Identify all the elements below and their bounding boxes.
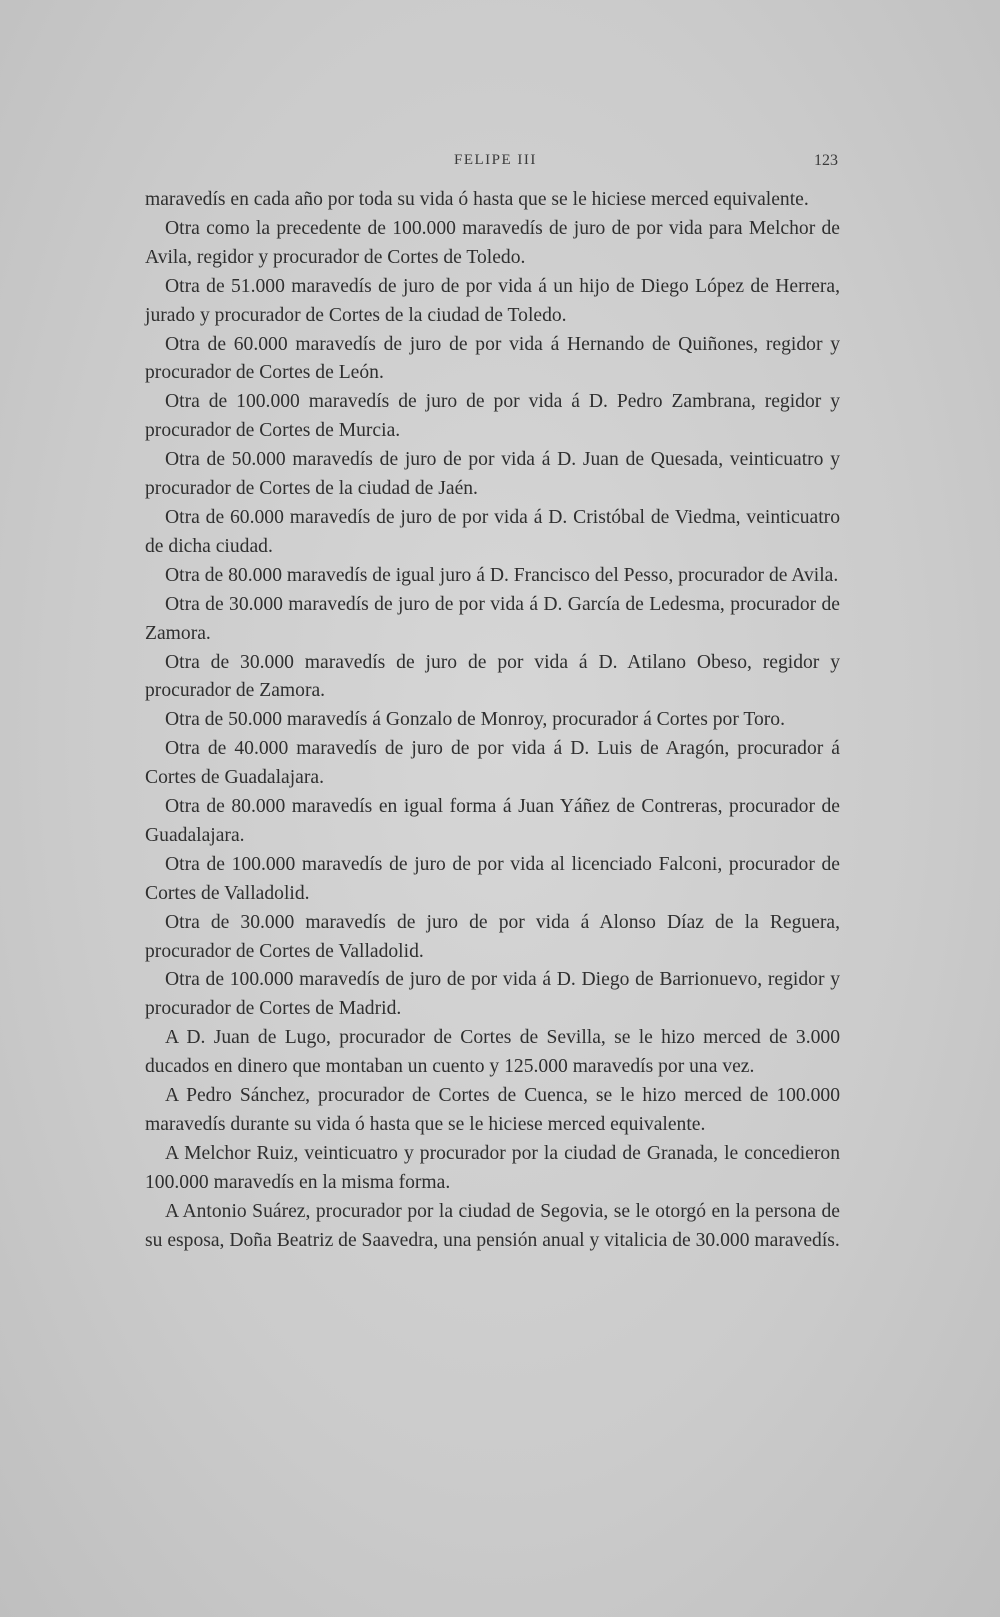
paragraph: A Antonio Suárez, procurador por la ciudad de Segovia, se le otorgó en la persona de su esposa, Doña Beatriz de Saavedra, una pensión anual y vitalicia de 30.000 maravedís. bbox=[145, 1200, 840, 1251]
paragraph: Otra de 50.000 maravedís de juro de por vida á D. Juan de Quesada, veinticuatro y procurador de Cortes de la ciudad de Jaén. bbox=[145, 449, 840, 500]
paragraph: Otra de 80.000 maravedís en igual forma á Juan Yáñez de Contreras, procurador de Guadalajara. bbox=[145, 796, 840, 846]
paragraph: Otra de 100.000 maravedís de juro de por vida á D. Pedro Zambrana, regidor y procurador de Cortes de Murcia. bbox=[145, 391, 840, 442]
paragraph: maravedís en cada año por toda su vida ó hasta que se le hiciese merced equivalente. bbox=[145, 189, 809, 210]
paragraph: A Melchor Ruiz, veinticuatro y procurador por la ciudad de Granada, le concedieron 100.000 maravedís en la misma forma. bbox=[145, 1142, 840, 1193]
paragraph: Otra de 60.000 maravedís de juro de por vida á Hernando de Quiñones, regidor y procurador de Cortes de León. bbox=[145, 333, 840, 384]
body-text bbox=[145, 186, 840, 1256]
page-header bbox=[148, 152, 838, 176]
paragraph: Otra de 40.000 maravedís de juro de por vida á D. Luis de Aragón, procurador á Cortes de Guadalajara. bbox=[145, 738, 840, 789]
paragraph: Otra de 80.000 maravedís de igual juro á D. Francisco del Pesso, procurador de Avila. bbox=[165, 564, 839, 586]
paragraph: Otra de 30.000 maravedís de juro de por vida á Alonso Díaz de la Reguera, procurador de Cortes de Valladolid. bbox=[145, 911, 840, 962]
paragraph: Otra de 30.000 maravedís de juro de por vida á D. García de Ledesma, procurador de Zamora. bbox=[145, 593, 840, 644]
paragraph: Otra de 51.000 maravedís de juro de por vida á un hijo de Diego López de Herrera, jurado y procurador de Cortes de la ciudad de Toledo. bbox=[145, 275, 840, 326]
paragraph: Otra de 30.000 maravedís de juro de por vida á D. Atilano Obeso, regidor y procurador de Zamora. bbox=[145, 651, 840, 702]
paragraph: A D. Juan de Lugo, procurador de Cortes de Sevilla, se le hizo merced de 3.000 ducados en dinero que montaban un cuento y 125.000 maravedís por una vez. bbox=[145, 1027, 840, 1078]
page-number: 123 bbox=[814, 152, 838, 169]
running-title: FELIPE III bbox=[454, 152, 537, 168]
paragraph: Otra de 50.000 maravedís á Gonzalo de Monroy, procurador á Cortes por Toro. bbox=[165, 709, 786, 731]
paragraph: Otra de 100.000 maravedís de juro de por vida á D. Diego de Barrionuevo, regidor y procurador de Cortes de Madrid. bbox=[145, 969, 840, 1020]
paragraph: Otra de 60.000 maravedís de juro de por vida á D. Cristóbal de Viedma, veinticuatro de dicha ciudad. bbox=[145, 506, 840, 557]
paragraph: A Pedro Sánchez, procurador de Cortes de Cuenca, se le hizo merced de 100.000 maravedís durante su vida ó hasta que se le hiciese merced equivalente. bbox=[145, 1085, 840, 1135]
paragraph: Otra de 100.000 maravedís de juro de por vida al licenciado Falconi, procurador de Cortes de Valladolid. bbox=[145, 853, 840, 904]
paragraph: Otra como la precedente de 100.000 maravedís de juro de por vida para Melchor de Avila, regidor y procurador de Cortes de Toledo. bbox=[145, 217, 840, 268]
